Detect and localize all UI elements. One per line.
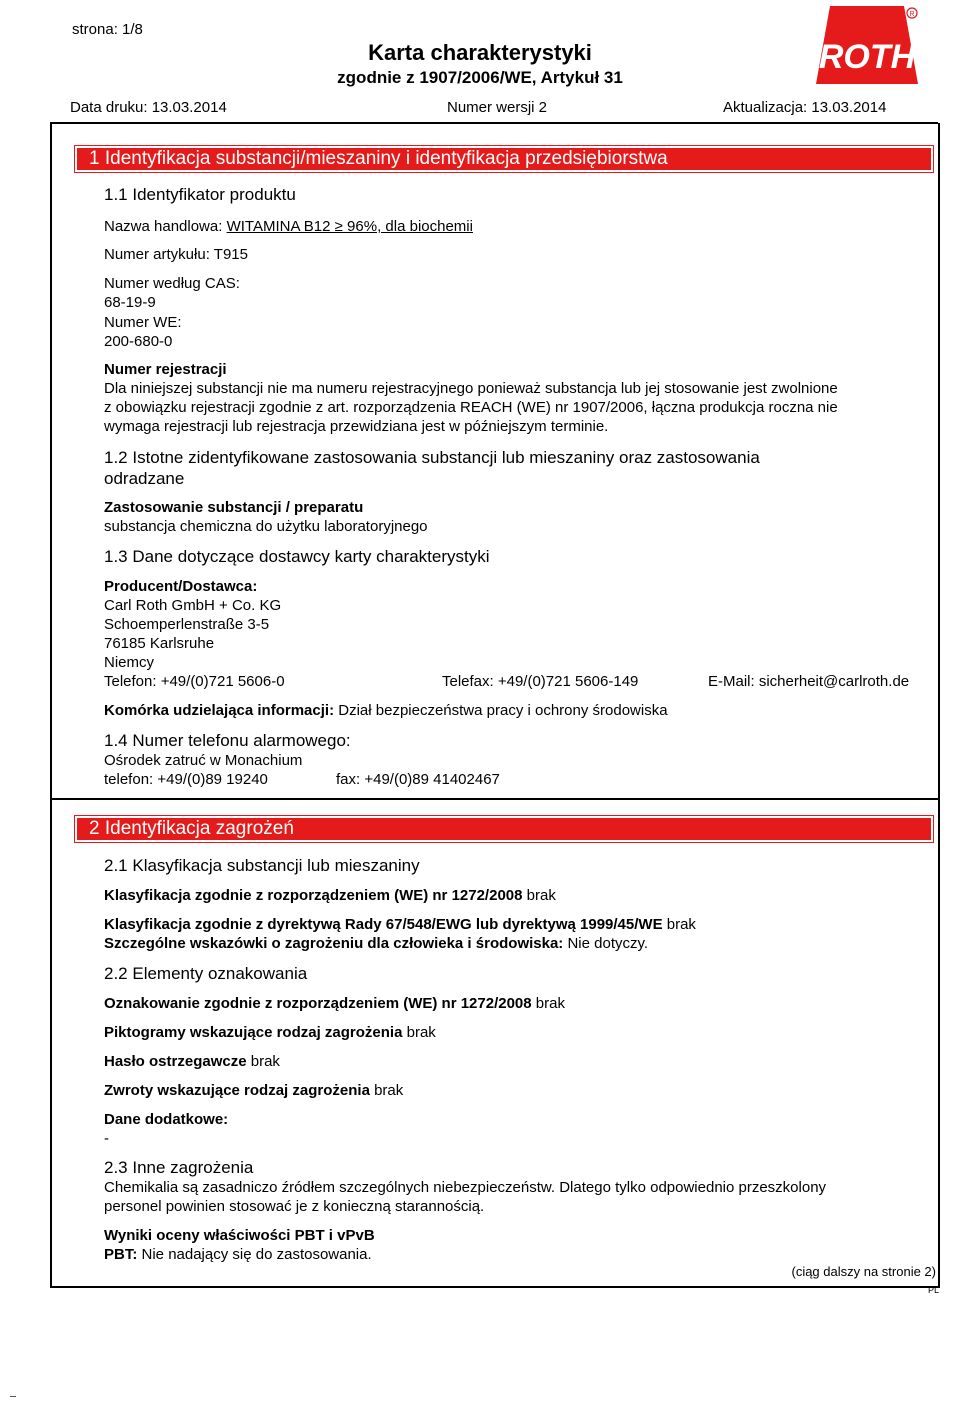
special-hazard-value: Nie dotyczy. [567,935,649,952]
we-label: Numer WE: [104,314,182,331]
section-1-title: 1 Identyfikacja substancji/mieszaniny i identyfikacja przedsiębiorstwa [89,148,668,169]
update-date: Aktualizacja: 13.03.2014 [723,99,887,116]
other-hazards-line-1: Chemikalia są zasadniczo źródłem szczególnych niebezpieczeństw. Dlatego tylko odpowiednio przeszkolony [104,1179,827,1196]
roth-logo-graphic [810,4,922,86]
article-number-label: Numer artykułu: [104,246,210,263]
subsection-2-1-title: 2.1 Klasyfikacja substancji lub mieszaniny [104,856,420,875]
pbt-label: PBT: [104,1246,138,1263]
continued-note: (ciąg dalszy na stronie 2) [791,1264,936,1279]
dsd-classification-value: brak [666,916,696,933]
supplier-country: Niemcy [104,654,155,671]
section-2-header [74,815,934,843]
supplier-label: Producent/Dostawca: [104,578,258,595]
language-code: PL [928,1285,940,1295]
cas-label: Numer według CAS: [104,275,240,292]
pbt-row [104,1245,372,1264]
emergency-fax: fax: +49/(0)89 41402467 [336,771,500,788]
registration-text-line-2: z obowiązku rejestracji zgodnie z art. rozporządzenia REACH (WE) nr 1907/2006, łączna produkcja roczna nie [104,399,838,416]
article-number-value: T915 [213,246,248,263]
special-hazard-label: Szczególne wskazówki o zagrożeniu dla człowieka i środowiska: [104,935,564,952]
version-number: Numer wersji 2 [447,99,548,116]
pictograms-value: brak [406,1024,436,1041]
registration-label: Numer rejestracji [104,361,227,378]
trade-name-value: WITAMINA B12 ≥ 96%, dla biochemii [226,218,473,235]
corner-mark [10,1396,16,1397]
emergency-center: Ośrodek zatruć w Monachium [104,752,303,769]
hazard-statements-value: brak [374,1082,404,1099]
supplier-fax: Telefax: +49/(0)721 5606-149 [442,673,639,690]
additional-data-value: - [104,1130,109,1147]
section-divider [50,798,938,800]
article-number-row [104,245,248,264]
supplier-name: Carl Roth GmbH + Co. KG [104,597,282,614]
trade-name-row [104,217,473,236]
label-clp-value: brak [535,995,565,1012]
hazard-statements-label: Zwroty wskazujące rodzaj zagrożenia [104,1082,370,1099]
pictograms-row [104,1023,436,1042]
signal-word-row [104,1052,280,1071]
subsection-2-2-title: 2.2 Elementy oznakowania [104,964,308,983]
pbt-value: Nie nadający się do zastosowania. [141,1246,372,1263]
registration-text-line-3: wymaga rejestracji lub rejestracja przewidziana jest w późniejszym terminie. [104,418,609,435]
logo-text: ROTH [818,38,916,76]
subsection-1-2-title-line-2: odradzane [104,469,185,488]
clp-classification-value: brak [526,887,556,904]
page-number: strona: 1/8 [72,21,143,38]
subsection-1-1-title: 1.1 Identyfikator produktu [104,185,296,204]
subsection-1-2-title-line-1: 1.2 Istotne zidentyfikowane zastosowania substancji lub mieszaniny oraz zastosowania [104,448,760,467]
dsd-classification-row [104,915,696,934]
clp-classification-label: Klasyfikacja zgodnie z rozporządzeniem (WE) nr 1272/2008 [104,887,523,904]
emergency-phone: telefon: +49/(0)89 19240 [104,771,268,788]
supplier-phone: Telefon: +49/(0)721 5606-0 [104,673,285,690]
dsd-classification-label: Klasyfikacja zgodnie z dyrektywą Rady 67/548/EWG lub dyrektywą 1999/45/WE [104,916,663,933]
signal-word-value: brak [250,1053,280,1070]
additional-data-label: Dane dodatkowe: [104,1111,229,1128]
cas-value: 68-19-9 [104,294,156,311]
info-row [104,701,668,720]
use-label: Zastosowanie substancji / preparatu [104,499,364,516]
signal-word-label: Hasło ostrzegawcze [104,1053,247,1070]
registration-text-line-1: Dla niniejszej substancji nie ma numeru rejestracyjnego ponieważ substancja lub jej stosowanie jest zwolnione [104,380,838,397]
document-title: Karta charakterystyki [368,40,592,65]
clp-classification-row [104,886,556,905]
supplier-city: 76185 Karlsruhe [104,635,215,652]
pbt-title: Wyniki oceny właściwości PBT i vPvB [104,1227,375,1244]
pictograms-label: Piktogramy wskazujące rodzaj zagrożenia [104,1024,403,1041]
label-clp-row [104,994,565,1013]
subsection-2-3-title: 2.3 Inne zagrożenia [104,1158,254,1177]
hazard-statements-row [104,1081,403,1100]
trade-name-label: Nazwa handlowa: [104,218,223,235]
section-1-header [74,145,934,173]
supplier-email[interactable]: E-Mail: sicherheit@carlroth.de [708,673,910,690]
use-value: substancja chemiczna do użytku laboratoryjnego [104,518,428,535]
print-date: Data druku: 13.03.2014 [70,99,227,116]
subsection-1-4-title: 1.4 Numer telefonu alarmowego: [104,731,351,750]
info-label: Komórka udzielająca informacji: [104,702,335,719]
subsection-1-3-title: 1.3 Dane dotyczące dostawcy karty charakterystyki [104,547,490,566]
document-subtitle: zgodnie z 1907/2006/WE, Artykuł 31 [337,68,623,87]
svg-text:R: R [909,11,915,18]
info-value: Dział bezpieczeństwa pracy i ochrony środowiska [338,702,668,719]
special-hazard-row [104,934,648,953]
supplier-street: Schoemperlenstraße 3-5 [104,616,270,633]
we-value: 200-680-0 [104,333,173,350]
roth-logo [810,4,922,86]
other-hazards-line-2: personel powinien stosować je z konieczną starannością. [104,1198,485,1215]
label-clp-label: Oznakowanie zgodnie z rozporządzeniem (WE) nr 1272/2008 [104,995,532,1012]
section-2-title: 2 Identyfikacja zagrożeń [89,818,294,839]
